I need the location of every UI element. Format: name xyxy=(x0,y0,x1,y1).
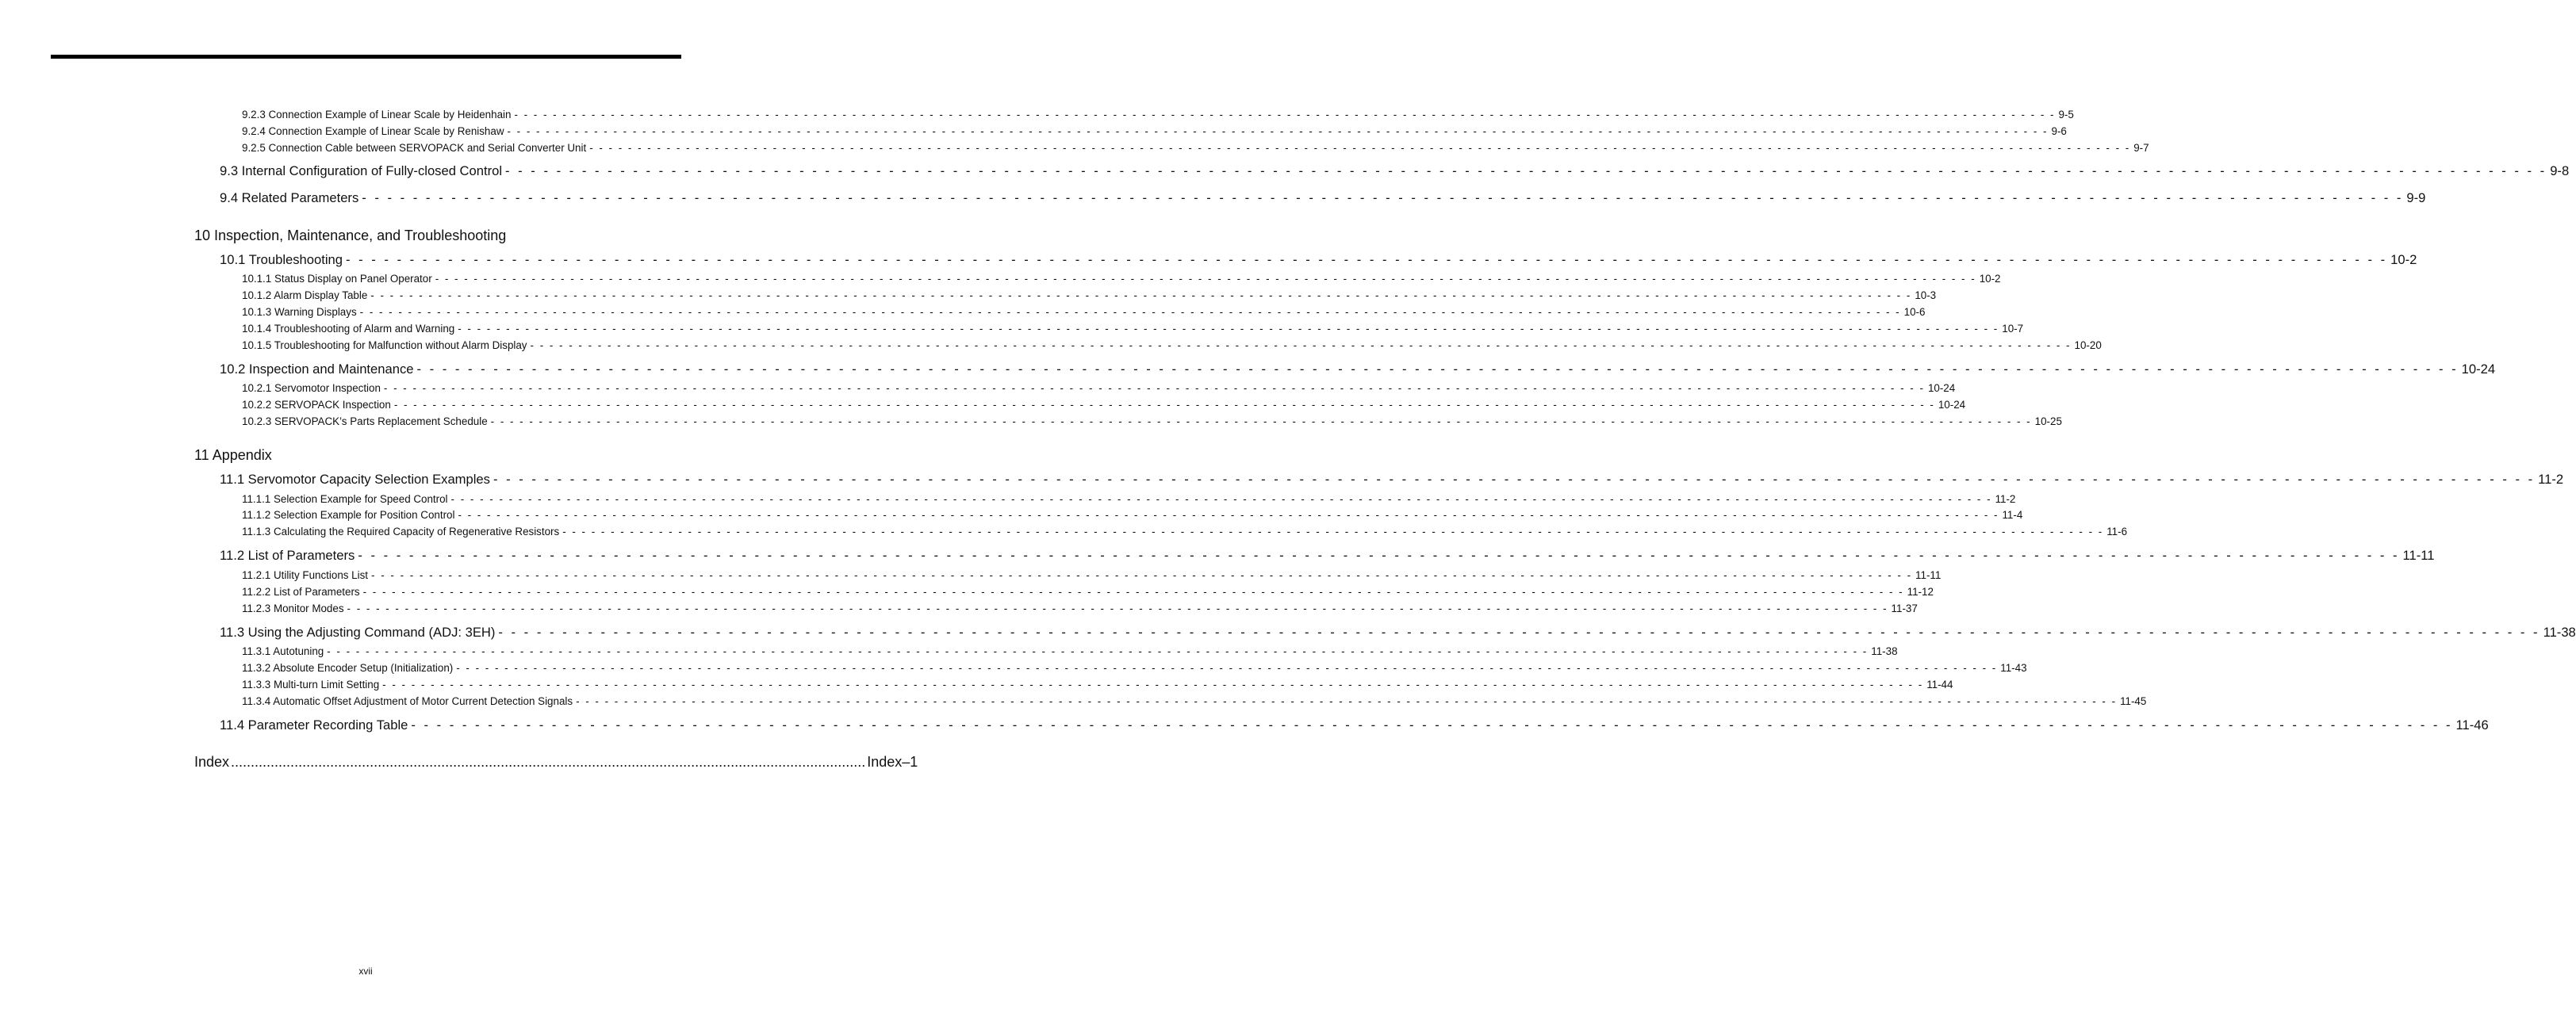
entry-page-number: 11-4 xyxy=(2002,509,2023,521)
dot-leader: - - - - - - - - - - - - - - - - - - - - - - - - - - - - - - - - - - - - - - - - - - - - - - - - - - - - - - - - - - - - - - - - - - - - - - - - - - - - - - - - - - - - - - - - - - - - - - - - - - - - - - - - - - - - - - - - - - - - - - - - - - - - - - - - - - - - - - - - - - - - - - - - - - - - - - - - - - - - - - - - xyxy=(505,163,2547,178)
dot-leader: - - - - - - - - - - - - - - - - - - - - - - - - - - - - - - - - - - - - - - - - - - - - - - - - - - - - - - - - - - - - - - - - - - - - - - - - - - - - - - - - - - - - - - - - - - - - - - - - - - - - - - - - - - - - - - - - - - - - - - - - - - - - - - - - - - - - - - - - - - - - - - - - - - - - - - - - - - - - - - - - xyxy=(589,142,2131,154)
subsection-entry[interactable] xyxy=(242,567,1942,584)
entry-page-number: 11-11 xyxy=(2402,548,2435,563)
entry-label: 11.1.3 Calculating the Required Capacity of Regenerative Resistors xyxy=(242,526,560,538)
dot-leader: ................................................................................................................................................................ xyxy=(231,754,866,770)
entry-label: 10.1.5 Troubleshooting for Malfunction without Alarm Display xyxy=(242,339,527,351)
entry-page-number: 10-7 xyxy=(2002,323,2024,335)
subsection-entry[interactable] xyxy=(242,304,1926,321)
dot-leader: - - - - - - - - - - - - - - - - - - - - - - - - - - - - - - - - - - - - - - - - - - - - - - - - - - - - - - - - - - - - - - - - - - - - - - - - - - - - - - - - - - - - - - - - - - - - - - - - - - - - - - - - - - - - - - - - - - - - - - - - - - - - - - - - - - - - - - - - - - - - - - - - - - - - - - - - - - - - - - - - xyxy=(458,323,1999,335)
chapter-heading[interactable]: 11 Appendix xyxy=(194,447,272,463)
dot-leader: - - - - - - - - - - - - - - - - - - - - - - - - - - - - - - - - - - - - - - - - - - - - - - - - - - - - - - - - - - - - - - - - - - - - - - - - - - - - - - - - - - - - - - - - - - - - - - - - - - - - - - - - - - - - - - - - - - - - - - - - - - - - - - - - - - - - - - - - - - - - - - - - - - - - - - - - - - - - - - - - xyxy=(514,109,2056,121)
entry-label: 11.2.2 List of Parameters xyxy=(242,586,360,598)
dot-leader: - - - - - - - - - - - - - - - - - - - - - - - - - - - - - - - - - - - - - - - - - - - - - - - - - - - - - - - - - - - - - - - - - - - - - - - - - - - - - - - - - - - - - - - - - - - - - - - - - - - - - - - - - - - - - - - - - - - - - - - - - - - - - - - - - - - - - - - - - - - - - - - - - - - - - - - - - - - - - - - - xyxy=(362,190,2404,205)
dot-leader: - - - - - - - - - - - - - - - - - - - - - - - - - - - - - - - - - - - - - - - - - - - - - - - - - - - - - - - - - - - - - - - - - - - - - - - - - - - - - - - - - - - - - - - - - - - - - - - - - - - - - - - - - - - - - - - - - - - - - - - - - - - - - - - - - - - - - - - - - - - - - - - - - - - - - - - - - - - - - - - - xyxy=(576,695,2118,707)
entry-page-number: 11-45 xyxy=(2120,695,2147,707)
dot-leader: - - - - - - - - - - - - - - - - - - - - - - - - - - - - - - - - - - - - - - - - - - - - - - - - - - - - - - - - - - - - - - - - - - - - - - - - - - - - - - - - - - - - - - - - - - - - - - - - - - - - - - - - - - - - - - - - - - - - - - - - - - - - - - - - - - - - - - - - - - - - - - - - - - - - - - - - - - - - - - - - xyxy=(562,526,2104,538)
subsection-entry[interactable] xyxy=(242,583,1934,601)
entry-page-number: 11-2 xyxy=(2538,472,2564,487)
entry-label: 10.2.1 Servomotor Inspection xyxy=(242,382,381,394)
entry-page-number: 9-5 xyxy=(2058,109,2074,121)
dot-leader: - - - - - - - - - - - - - - - - - - - - - - - - - - - - - - - - - - - - - - - - - - - - - - - - - - - - - - - - - - - - - - - - - - - - - - - - - - - - - - - - - - - - - - - - - - - - - - - - - - - - - - - - - - - - - - - - - - - - - - - - - - - - - - - - - - - - - - - - - - - - - - - - - - - - - - - - - - - - - - - - xyxy=(383,382,1925,394)
subsection-entry[interactable] xyxy=(242,491,2016,508)
subsection-entry[interactable] xyxy=(242,396,1966,414)
dot-leader: - - - - - - - - - - - - - - - - - - - - - - - - - - - - - - - - - - - - - - - - - - - - - - - - - - - - - - - - - - - - - - - - - - - - - - - - - - - - - - - - - - - - - - - - - - - - - - - - - - - - - - - - - - - - - - - - - - - - - - - - - - - - - - - - - - - - - - - - - - - - - - - - - - - - - - - - - - - - - - - - xyxy=(370,289,1912,301)
dot-leader: - - - - - - - - - - - - - - - - - - - - - - - - - - - - - - - - - - - - - - - - - - - - - - - - - - - - - - - - - - - - - - - - - - - - - - - - - - - - - - - - - - - - - - - - - - - - - - - - - - - - - - - - - - - - - - - - - - - - - - - - - - - - - - - - - - - - - - - - - - - - - - - - - - - - - - - - - - - - - - - - xyxy=(493,472,2536,487)
entry-page-number: 10-2 xyxy=(2390,252,2417,267)
subsection-entry[interactable] xyxy=(242,413,2062,430)
entry-label: 11.4 Parameter Recording Table xyxy=(220,717,408,733)
entry-page-number: 11-38 xyxy=(2543,625,2576,640)
section-entry[interactable] xyxy=(220,717,2489,734)
dot-leader: - - - - - - - - - - - - - - - - - - - - - - - - - - - - - - - - - - - - - - - - - - - - - - - - - - - - - - - - - - - - - - - - - - - - - - - - - - - - - - - - - - - - - - - - - - - - - - - - - - - - - - - - - - - - - - - - - - - - - - - - - - - - - - - - - - - - - - - - - - - - - - - - - - - - - - - - - - - - - - - - xyxy=(347,603,1888,614)
subsection-entry[interactable] xyxy=(242,507,2023,524)
dot-leader: - - - - - - - - - - - - - - - - - - - - - - - - - - - - - - - - - - - - - - - - - - - - - - - - - - - - - - - - - - - - - - - - - - - - - - - - - - - - - - - - - - - - - - - - - - - - - - - - - - - - - - - - - - - - - - - - - - - - - - - - - - - - - - - - - - - - - - - - - - - - - - - - - - - - - - - - - - - - - - - - xyxy=(416,362,2459,377)
entry-label: 10.2 Inspection and Maintenance xyxy=(220,362,414,377)
subsection-entry[interactable] xyxy=(242,660,2027,677)
dot-leader: - - - - - - - - - - - - - - - - - - - - - - - - - - - - - - - - - - - - - - - - - - - - - - - - - - - - - - - - - - - - - - - - - - - - - - - - - - - - - - - - - - - - - - - - - - - - - - - - - - - - - - - - - - - - - - - - - - - - - - - - - - - - - - - - - - - - - - - - - - - - - - - - - - - - - - - - - - - - - - - - xyxy=(498,625,2540,640)
entry-page-number: 10-20 xyxy=(2074,339,2102,351)
entry-label: 10.1.4 Troubleshooting of Alarm and Warning xyxy=(242,323,455,335)
subsection-entry[interactable] xyxy=(242,123,2067,140)
subsection-entry[interactable] xyxy=(242,676,1953,694)
subsection-entry[interactable] xyxy=(242,320,2024,338)
section-entry[interactable] xyxy=(220,624,2576,641)
subsection-entry[interactable] xyxy=(242,600,1918,618)
dot-leader: - - - - - - - - - - - - - - - - - - - - - - - - - - - - - - - - - - - - - - - - - - - - - - - - - - - - - - - - - - - - - - - - - - - - - - - - - - - - - - - - - - - - - - - - - - - - - - - - - - - - - - - - - - - - - - - - - - - - - - - - - - - - - - - - - - - - - - - - - - - - - - - - - - - - - - - - - - - - - - - - xyxy=(435,273,1976,285)
dot-leader: - - - - - - - - - - - - - - - - - - - - - - - - - - - - - - - - - - - - - - - - - - - - - - - - - - - - - - - - - - - - - - - - - - - - - - - - - - - - - - - - - - - - - - - - - - - - - - - - - - - - - - - - - - - - - - - - - - - - - - - - - - - - - - - - - - - - - - - - - - - - - - - - - - - - - - - - - - - - - - - - xyxy=(358,548,2400,563)
entry-label: 9.4 Related Parameters xyxy=(220,190,359,205)
entry-label: 11.2 List of Parameters xyxy=(220,548,355,563)
subsection-entry[interactable] xyxy=(242,380,1956,397)
subsection-entry[interactable] xyxy=(242,270,2001,288)
entry-page-number: 10-6 xyxy=(1903,306,1926,318)
entry-label: 11.1.1 Selection Example for Speed Control xyxy=(242,493,448,505)
entry-label: Index xyxy=(194,754,230,770)
dot-leader: - - - - - - - - - - - - - - - - - - - - - - - - - - - - - - - - - - - - - - - - - - - - - - - - - - - - - - - - - - - - - - - - - - - - - - - - - - - - - - - - - - - - - - - - - - - - - - - - - - - - - - - - - - - - - - - - - - - - - - - - - - - - - - - - - - - - - - - - - - - - - - - - - - - - - - - - - - - - - - - - xyxy=(327,645,1869,657)
dot-leader: - - - - - - - - - - - - - - - - - - - - - - - - - - - - - - - - - - - - - - - - - - - - - - - - - - - - - - - - - - - - - - - - - - - - - - - - - - - - - - - - - - - - - - - - - - - - - - - - - - - - - - - - - - - - - - - - - - - - - - - - - - - - - - - - - - - - - - - - - - - - - - - - - - - - - - - - - - - - - - - - xyxy=(393,399,1935,411)
entry-page-number: 10-24 xyxy=(2461,362,2496,377)
section-entry[interactable] xyxy=(220,361,2496,378)
entry-page-number: 10-24 xyxy=(1927,382,1956,394)
entry-label: 11.3.2 Absolute Encoder Setup (Initialization) xyxy=(242,662,454,674)
section-entry[interactable] xyxy=(220,189,2426,207)
entry-page-number: 11-11 xyxy=(1915,569,1942,581)
section-entry[interactable] xyxy=(220,547,2435,564)
section-entry[interactable] xyxy=(220,251,2417,269)
dot-leader: - - - - - - - - - - - - - - - - - - - - - - - - - - - - - - - - - - - - - - - - - - - - - - - - - - - - - - - - - - - - - - - - - - - - - - - - - - - - - - - - - - - - - - - - - - - - - - - - - - - - - - - - - - - - - - - - - - - - - - - - - - - - - - - - - - - - - - - - - - - - - - - - - - - - - - - - - - - - - - - - xyxy=(371,569,1913,581)
entry-page-number: 9-6 xyxy=(2051,125,2067,137)
entry-page-number: 9-9 xyxy=(2406,190,2426,205)
entry-page-number: 11-2 xyxy=(1995,493,2016,505)
chapter-heading[interactable]: 10 Inspection, Maintenance, and Troubleshooting xyxy=(194,228,507,243)
page-number: xvii xyxy=(358,966,373,977)
entry-page-number: 11-43 xyxy=(2000,662,2027,674)
dot-leader: - - - - - - - - - - - - - - - - - - - - - - - - - - - - - - - - - - - - - - - - - - - - - - - - - - - - - - - - - - - - - - - - - - - - - - - - - - - - - - - - - - - - - - - - - - - - - - - - - - - - - - - - - - - - - - - - - - - - - - - - - - - - - - - - - - - - - - - - - - - - - - - - - - - - - - - - - - - - - - - - xyxy=(359,306,1901,318)
entry-label: 10.1.3 Warning Displays xyxy=(242,306,357,318)
entry-label: 10.1 Troubleshooting xyxy=(220,252,343,267)
subsection-entry[interactable] xyxy=(242,106,2074,124)
entry-label: 10.2.3 SERVOPACK’s Parts Replacement Schedule xyxy=(242,415,488,427)
entry-page-number: 11-12 xyxy=(1907,586,1934,598)
entry-label: 10.1.2 Alarm Display Table xyxy=(242,289,368,301)
entry-page-number: 11-46 xyxy=(2455,717,2489,733)
dot-leader: - - - - - - - - - - - - - - - - - - - - - - - - - - - - - - - - - - - - - - - - - - - - - - - - - - - - - - - - - - - - - - - - - - - - - - - - - - - - - - - - - - - - - - - - - - - - - - - - - - - - - - - - - - - - - - - - - - - - - - - - - - - - - - - - - - - - - - - - - - - - - - - - - - - - - - - - - - - - - - - - xyxy=(530,339,2072,351)
entry-label: 10.1.1 Status Display on Panel Operator xyxy=(242,273,432,285)
dot-leader: - - - - - - - - - - - - - - - - - - - - - - - - - - - - - - - - - - - - - - - - - - - - - - - - - - - - - - - - - - - - - - - - - - - - - - - - - - - - - - - - - - - - - - - - - - - - - - - - - - - - - - - - - - - - - - - - - - - - - - - - - - - - - - - - - - - - - - - - - - - - - - - - - - - - - - - - - - - - - - - - xyxy=(507,125,2049,137)
dot-leader: - - - - - - - - - - - - - - - - - - - - - - - - - - - - - - - - - - - - - - - - - - - - - - - - - - - - - - - - - - - - - - - - - - - - - - - - - - - - - - - - - - - - - - - - - - - - - - - - - - - - - - - - - - - - - - - - - - - - - - - - - - - - - - - - - - - - - - - - - - - - - - - - - - - - - - - - - - - - - - - - xyxy=(456,662,1998,674)
subsection-entry[interactable] xyxy=(242,643,1898,660)
dot-leader: - - - - - - - - - - - - - - - - - - - - - - - - - - - - - - - - - - - - - - - - - - - - - - - - - - - - - - - - - - - - - - - - - - - - - - - - - - - - - - - - - - - - - - - - - - - - - - - - - - - - - - - - - - - - - - - - - - - - - - - - - - - - - - - - - - - - - - - - - - - - - - - - - - - - - - - - - - - - - - - - xyxy=(450,493,1992,505)
dot-leader: - - - - - - - - - - - - - - - - - - - - - - - - - - - - - - - - - - - - - - - - - - - - - - - - - - - - - - - - - - - - - - - - - - - - - - - - - - - - - - - - - - - - - - - - - - - - - - - - - - - - - - - - - - - - - - - - - - - - - - - - - - - - - - - - - - - - - - - - - - - - - - - - - - - - - - - - - - - - - - - - xyxy=(382,679,1924,691)
entry-label: 11.3.4 Automatic Offset Adjustment of Motor Current Detection Signals xyxy=(242,695,573,707)
subsection-entry[interactable] xyxy=(242,287,1937,304)
entry-page-number: 11-44 xyxy=(1926,679,1953,691)
entry-label: 9.3 Internal Configuration of Fully-closed Control xyxy=(220,163,503,178)
entry-label: 9.2.5 Connection Cable between SERVOPACK and Serial Converter Unit xyxy=(242,142,587,154)
entry-page-number: 10-3 xyxy=(1915,289,1937,301)
entry-label: 10.2.2 SERVOPACK Inspection xyxy=(242,399,391,411)
dot-leader: - - - - - - - - - - - - - - - - - - - - - - - - - - - - - - - - - - - - - - - - - - - - - - - - - - - - - - - - - - - - - - - - - - - - - - - - - - - - - - - - - - - - - - - - - - - - - - - - - - - - - - - - - - - - - - - - - - - - - - - - - - - - - - - - - - - - - - - - - - - - - - - - - - - - - - - - - - - - - - - - xyxy=(362,586,1904,598)
entry-label: 11.1 Servomotor Capacity Selection Examples xyxy=(220,472,490,487)
entry-label: 11.3 Using the Adjusting Command (ADJ: 3EH) xyxy=(220,625,496,640)
subsection-entry[interactable] xyxy=(242,523,2128,541)
subsection-entry[interactable] xyxy=(242,337,2102,354)
entry-page-number: 11-37 xyxy=(1891,603,1918,614)
dot-leader: - - - - - - - - - - - - - - - - - - - - - - - - - - - - - - - - - - - - - - - - - - - - - - - - - - - - - - - - - - - - - - - - - - - - - - - - - - - - - - - - - - - - - - - - - - - - - - - - - - - - - - - - - - - - - - - - - - - - - - - - - - - - - - - - - - - - - - - - - - - - - - - - - - - - - - - - - - - - - - - - xyxy=(411,717,2453,733)
section-entry[interactable] xyxy=(220,163,2570,180)
entry-label: 9.2.3 Connection Example of Linear Scale by Heidenhain xyxy=(242,109,512,121)
section-entry[interactable] xyxy=(220,471,2564,488)
entry-label: 11.1.2 Selection Example for Position Control xyxy=(242,509,455,521)
entry-page-number: 10-25 xyxy=(2034,415,2062,427)
index-entry[interactable] xyxy=(194,752,918,772)
entry-label: 11.3.3 Multi-turn Limit Setting xyxy=(242,679,380,691)
dot-leader: - - - - - - - - - - - - - - - - - - - - - - - - - - - - - - - - - - - - - - - - - - - - - - - - - - - - - - - - - - - - - - - - - - - - - - - - - - - - - - - - - - - - - - - - - - - - - - - - - - - - - - - - - - - - - - - - - - - - - - - - - - - - - - - - - - - - - - - - - - - - - - - - - - - - - - - - - - - - - - - - xyxy=(458,509,1999,521)
dot-leader: - - - - - - - - - - - - - - - - - - - - - - - - - - - - - - - - - - - - - - - - - - - - - - - - - - - - - - - - - - - - - - - - - - - - - - - - - - - - - - - - - - - - - - - - - - - - - - - - - - - - - - - - - - - - - - - - - - - - - - - - - - - - - - - - - - - - - - - - - - - - - - - - - - - - - - - - - - - - - - - - xyxy=(346,252,2388,267)
entry-page-number: 11-38 xyxy=(1871,645,1898,657)
dot-leader: - - - - - - - - - - - - - - - - - - - - - - - - - - - - - - - - - - - - - - - - - - - - - - - - - - - - - - - - - - - - - - - - - - - - - - - - - - - - - - - - - - - - - - - - - - - - - - - - - - - - - - - - - - - - - - - - - - - - - - - - - - - - - - - - - - - - - - - - - - - - - - - - - - - - - - - - - - - - - - - - xyxy=(490,415,2032,427)
entry-label: 11.2.1 Utility Functions List xyxy=(242,569,369,581)
top-rule xyxy=(51,55,681,59)
entry-page-number: 10-2 xyxy=(1979,273,2001,285)
subsection-entry[interactable] xyxy=(242,140,2149,157)
subsection-entry[interactable] xyxy=(242,693,2147,710)
entry-label: 9.2.4 Connection Example of Linear Scale by Renishaw xyxy=(242,125,504,137)
entry-page-number: 10-24 xyxy=(1938,399,1966,411)
entry-page-number: 9-8 xyxy=(2550,163,2570,178)
entry-page-number: 11-6 xyxy=(2106,526,2128,538)
entry-page-number: 9-7 xyxy=(2133,142,2149,154)
entry-page-number: Index–1 xyxy=(867,754,918,770)
entry-label: 11.3.1 Autotuning xyxy=(242,645,324,657)
entry-label: 11.2.3 Monitor Modes xyxy=(242,603,344,614)
